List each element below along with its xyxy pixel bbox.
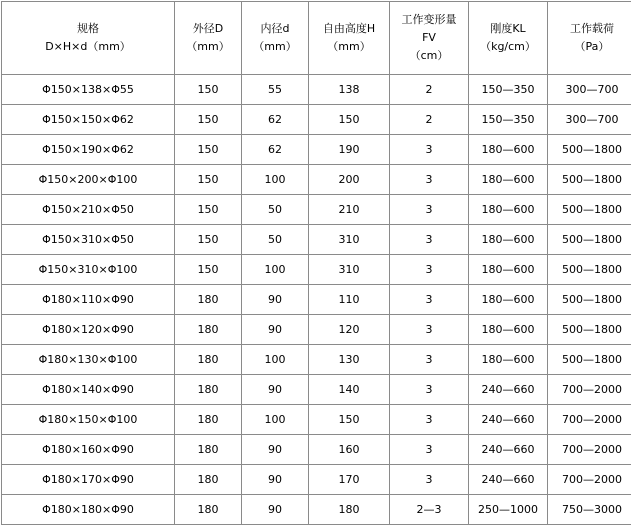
- cell-working-load: 700—2000: [548, 405, 631, 435]
- cell-working-load: 750—3000: [548, 495, 631, 525]
- cell-working-load: 300—700: [548, 75, 631, 105]
- cell-inner-diameter: 90: [242, 285, 309, 315]
- cell-spec: Φ150×150×Φ62: [2, 105, 175, 135]
- column-header-working-deformation-line3: （cm）: [390, 48, 468, 64]
- cell-stiffness: 150—350: [469, 105, 548, 135]
- cell-stiffness: 180—600: [469, 345, 548, 375]
- specification-table: [1, 1, 631, 525]
- cell-stiffness: 240—660: [469, 465, 548, 495]
- cell-spec: Φ150×200×Φ100: [2, 165, 175, 195]
- cell-outer-diameter: 180: [175, 345, 242, 375]
- cell-free-height: 140: [309, 375, 390, 405]
- table-row: [2, 105, 631, 135]
- cell-working-load: 500—1800: [548, 255, 631, 285]
- cell-outer-diameter: 150: [175, 75, 242, 105]
- cell-working-deformation: 3: [390, 255, 469, 285]
- cell-inner-diameter: 62: [242, 135, 309, 165]
- table-body: [2, 75, 631, 525]
- cell-outer-diameter: 180: [175, 435, 242, 465]
- cell-free-height: 200: [309, 165, 390, 195]
- cell-working-load: 500—1800: [548, 345, 631, 375]
- table-row: [2, 135, 631, 165]
- cell-inner-diameter: 90: [242, 465, 309, 495]
- column-header-working-deformation-line1: 工作变形量: [390, 12, 468, 28]
- column-header-working-load: [548, 2, 631, 75]
- cell-inner-diameter: 100: [242, 255, 309, 285]
- cell-stiffness: 240—660: [469, 375, 548, 405]
- cell-working-load: 500—1800: [548, 195, 631, 225]
- column-header-inner-diameter-line1: 内径d: [242, 21, 308, 37]
- cell-stiffness: 180—600: [469, 255, 548, 285]
- table-row: [2, 405, 631, 435]
- cell-working-deformation: 3: [390, 435, 469, 465]
- cell-outer-diameter: 150: [175, 225, 242, 255]
- cell-working-load: 700—2000: [548, 465, 631, 495]
- column-header-working-deformation-line2: FV: [390, 30, 468, 46]
- cell-spec: Φ180×110×Φ90: [2, 285, 175, 315]
- cell-spec: Φ180×160×Φ90: [2, 435, 175, 465]
- cell-outer-diameter: 150: [175, 135, 242, 165]
- cell-spec: Φ180×120×Φ90: [2, 315, 175, 345]
- cell-free-height: 180: [309, 495, 390, 525]
- cell-working-load: 700—2000: [548, 375, 631, 405]
- cell-inner-diameter: 100: [242, 345, 309, 375]
- cell-stiffness: 240—660: [469, 405, 548, 435]
- table-header: [2, 2, 631, 75]
- cell-inner-diameter: 90: [242, 495, 309, 525]
- cell-spec: Φ150×210×Φ50: [2, 195, 175, 225]
- cell-spec: Φ180×170×Φ90: [2, 465, 175, 495]
- column-header-outer-diameter-line2: （mm）: [175, 39, 241, 55]
- cell-free-height: 190: [309, 135, 390, 165]
- cell-spec: Φ150×190×Φ62: [2, 135, 175, 165]
- cell-working-deformation: 3: [390, 345, 469, 375]
- column-header-spec: [2, 2, 175, 75]
- column-header-inner-diameter: [242, 2, 309, 75]
- cell-free-height: 310: [309, 225, 390, 255]
- column-header-stiffness-line2: （kg/cm）: [469, 39, 547, 55]
- column-header-inner-diameter-line2: （mm）: [242, 39, 308, 55]
- cell-outer-diameter: 180: [175, 375, 242, 405]
- cell-working-deformation: 3: [390, 465, 469, 495]
- column-header-spec-line2: D×H×d（mm）: [2, 39, 174, 55]
- cell-working-deformation: 2: [390, 75, 469, 105]
- cell-outer-diameter: 180: [175, 405, 242, 435]
- cell-free-height: 130: [309, 345, 390, 375]
- cell-spec: Φ180×180×Φ90: [2, 495, 175, 525]
- cell-stiffness: 180—600: [469, 225, 548, 255]
- column-header-working-deformation: [390, 2, 469, 75]
- cell-spec: Φ150×310×Φ100: [2, 255, 175, 285]
- table-header-row: [2, 2, 631, 75]
- cell-inner-diameter: 62: [242, 105, 309, 135]
- column-header-free-height: [309, 2, 390, 75]
- cell-free-height: 310: [309, 255, 390, 285]
- column-header-outer-diameter-line1: 外径D: [175, 21, 241, 37]
- cell-working-load: 500—1800: [548, 285, 631, 315]
- cell-free-height: 150: [309, 105, 390, 135]
- cell-working-load: 700—2000: [548, 435, 631, 465]
- cell-inner-diameter: 90: [242, 435, 309, 465]
- cell-stiffness: 180—600: [469, 135, 548, 165]
- cell-outer-diameter: 150: [175, 255, 242, 285]
- cell-inner-diameter: 90: [242, 375, 309, 405]
- cell-working-deformation: 3: [390, 315, 469, 345]
- column-header-working-load-line2: （Pa）: [548, 39, 631, 55]
- cell-outer-diameter: 150: [175, 195, 242, 225]
- cell-spec: Φ180×140×Φ90: [2, 375, 175, 405]
- cell-spec: Φ180×150×Φ100: [2, 405, 175, 435]
- cell-working-deformation: 2—3: [390, 495, 469, 525]
- table-row: [2, 75, 631, 105]
- cell-working-deformation: 2: [390, 105, 469, 135]
- cell-working-deformation: 3: [390, 135, 469, 165]
- column-header-stiffness: [469, 2, 548, 75]
- cell-stiffness: 150—350: [469, 75, 548, 105]
- cell-inner-diameter: 100: [242, 405, 309, 435]
- cell-free-height: 160: [309, 435, 390, 465]
- cell-working-deformation: 3: [390, 375, 469, 405]
- table-row: [2, 495, 631, 525]
- table-row: [2, 315, 631, 345]
- table-row: [2, 375, 631, 405]
- cell-spec: Φ150×310×Φ50: [2, 225, 175, 255]
- cell-working-load: 500—1800: [548, 225, 631, 255]
- cell-stiffness: 180—600: [469, 285, 548, 315]
- table-row: [2, 195, 631, 225]
- cell-working-deformation: 3: [390, 225, 469, 255]
- cell-working-deformation: 3: [390, 285, 469, 315]
- cell-spec: Φ150×138×Φ55: [2, 75, 175, 105]
- cell-free-height: 150: [309, 405, 390, 435]
- cell-outer-diameter: 180: [175, 495, 242, 525]
- cell-working-deformation: 3: [390, 405, 469, 435]
- cell-inner-diameter: 100: [242, 165, 309, 195]
- cell-inner-diameter: 55: [242, 75, 309, 105]
- column-header-stiffness-line1: 刚度KL: [469, 21, 547, 37]
- cell-inner-diameter: 50: [242, 195, 309, 225]
- cell-free-height: 138: [309, 75, 390, 105]
- cell-outer-diameter: 180: [175, 315, 242, 345]
- cell-outer-diameter: 150: [175, 165, 242, 195]
- cell-stiffness: 180—600: [469, 165, 548, 195]
- cell-stiffness: 180—600: [469, 315, 548, 345]
- table-row: [2, 165, 631, 195]
- cell-outer-diameter: 180: [175, 285, 242, 315]
- cell-spec: Φ180×130×Φ100: [2, 345, 175, 375]
- table-row: [2, 225, 631, 255]
- cell-free-height: 170: [309, 465, 390, 495]
- cell-outer-diameter: 180: [175, 465, 242, 495]
- column-header-outer-diameter: [175, 2, 242, 75]
- column-header-free-height-line2: （mm）: [309, 39, 389, 55]
- cell-working-load: 500—1800: [548, 165, 631, 195]
- column-header-spec-line1: 规格: [2, 21, 174, 37]
- cell-stiffness: 180—600: [469, 195, 548, 225]
- cell-working-deformation: 3: [390, 165, 469, 195]
- cell-free-height: 210: [309, 195, 390, 225]
- table-row: [2, 255, 631, 285]
- cell-stiffness: 240—660: [469, 435, 548, 465]
- column-header-free-height-line1: 自由高度H: [309, 21, 389, 37]
- cell-inner-diameter: 50: [242, 225, 309, 255]
- table-row: [2, 345, 631, 375]
- column-header-working-load-line1: 工作载荷: [548, 21, 631, 37]
- cell-outer-diameter: 150: [175, 105, 242, 135]
- cell-working-load: 300—700: [548, 105, 631, 135]
- cell-free-height: 120: [309, 315, 390, 345]
- table-row: [2, 285, 631, 315]
- cell-inner-diameter: 90: [242, 315, 309, 345]
- cell-working-load: 500—1800: [548, 135, 631, 165]
- table-row: [2, 435, 631, 465]
- table-row: [2, 465, 631, 495]
- cell-working-deformation: 3: [390, 195, 469, 225]
- cell-free-height: 110: [309, 285, 390, 315]
- cell-working-load: 500—1800: [548, 315, 631, 345]
- cell-stiffness: 250—1000: [469, 495, 548, 525]
